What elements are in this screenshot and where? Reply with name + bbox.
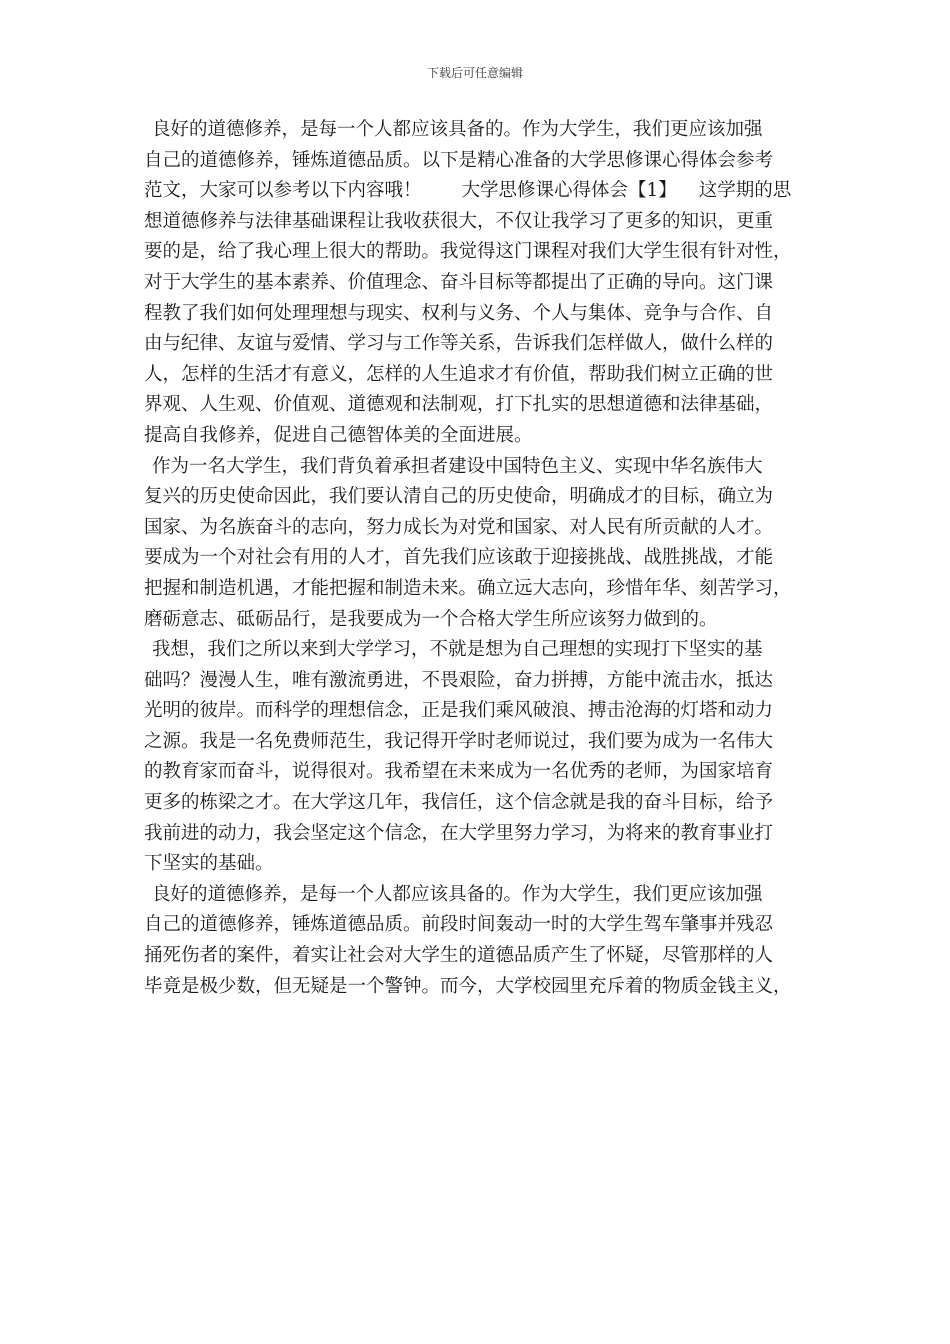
paragraph-3 — [144, 635, 824, 880]
text-line — [144, 176, 824, 207]
text-line: 对于大学生的基本素养、价值理念、奋斗目标等都提出了正确的导向。这门课 — [144, 271, 774, 293]
text-line: 更多的栋梁之才。在大学这几年，我信任，这个信念就是我的奋斗目标，给予 — [144, 792, 774, 814]
text-segment: 这学期的思 — [698, 180, 792, 202]
text-line: 之源。我是一名免费师范生，我记得开学时老师说过，我们要为成为一名伟大 — [144, 730, 774, 752]
text-line: 程教了我们如何处理理想与现实、权利与义务、个人与集体、竞争与合作、自 — [144, 302, 774, 324]
text-line: 作为一名大学生，我们背负着承担者建设中国特色主义、实现中华名族伟大 — [152, 455, 763, 477]
text-line: 把握和制造机遇，才能把握和制造未来。确立远大志向，珍惜年华、刻苦学习， — [144, 577, 792, 599]
text-line: 我前进的动力，我会坚定这个信念，在大学里努力学习，为将来的教育事业打 — [144, 822, 774, 844]
paragraph-1 — [144, 115, 824, 452]
page-header: 下载后可任意编辑 — [426, 66, 523, 80]
text-line: 想道德修养与法律基础课程让我收获很大，不仅让我学习了更多的知识，更重 — [144, 210, 774, 232]
text-line: 良好的道德修养，是每一个人都应该具备的。作为大学生，我们更应该加强 — [152, 883, 763, 905]
text-line: 磨砺意志、砥砺品行，是我要成为一个合格大学生所应该努力做到的。 — [144, 608, 718, 630]
text-line: 界观、人生观、价值观、道德观和法制观，打下扎实的思想道德和法律基础， — [144, 394, 774, 416]
paragraph-2 — [144, 452, 824, 636]
text-line: 捅死伤者的案件，着实让社会对大学生的道德品质产生了怀疑，尽管那样的人 — [144, 945, 774, 967]
text-line: 自己的道德修养，锤炼道德品质。前段时间轰动一时的大学生驾车肇事并残忍 — [144, 914, 774, 936]
text-line: 国家、为名族奋斗的志向，努力成长为对党和国家、对人民有所贡献的人才。 — [144, 516, 774, 538]
text-line: 自己的道德修养，锤炼道德品质。以下是精心准备的大学思修课心得体会参考 — [144, 149, 774, 171]
document-body — [144, 115, 824, 1002]
text-line: 础吗？漫漫人生，唯有激流勇进，不畏艰险，奋力拼搏，方能中流击水，抵达 — [144, 669, 774, 691]
text-line: 良好的道德修养，是每一个人都应该具备的。作为大学生，我们更应该加强 — [152, 119, 763, 140]
text-line: 人，怎样的生活才有意义，怎样的人生追求才有价值，帮助我们树立正确的世 — [144, 363, 774, 385]
text-line: 毕竟是极少数，但无疑是一个警钟。而今，大学校园里充斥着的物质金钱主义， — [144, 975, 792, 997]
text-line: 复兴的历史使命因此，我们要认清自己的历史使命，明确成才的目标，确立为 — [144, 486, 774, 508]
paragraph-4 — [144, 880, 824, 1002]
text-line: 要的是，给了我心理上很大的帮助。我觉得这门课程对我们大学生很有针对性， — [144, 241, 792, 263]
text-line: 要成为一个对社会有用的人才，首先我们应该敢于迎接挑战、战胜挑战，才能 — [144, 547, 774, 569]
text-line: 的教育家而奋斗，说得很对。我希望在未来成为一名优秀的老师，为国家培育 — [144, 761, 774, 783]
text-line: 光明的彼岸。而科学的理想信念，正是我们乘风破浪、搏击沧海的灯塔和动力 — [144, 700, 774, 722]
text-segment: 范文，大家可以参考以下内容哦！ — [144, 180, 422, 202]
text-line: 提高自我修养，促进自己德智体美的全面进展。 — [144, 424, 533, 446]
text-line: 由与纪律、友谊与爱情、学习与工作等关系，告诉我们怎样做人，做什么样的 — [144, 333, 774, 355]
text-line: 下坚实的基础。 — [144, 853, 274, 875]
text-line: 我想，我们之所以来到大学学习，不就是想为自己理想的实现打下坚实的基 — [152, 639, 763, 661]
inline-section-title: 大学思修课心得体会【1】 — [461, 180, 677, 202]
